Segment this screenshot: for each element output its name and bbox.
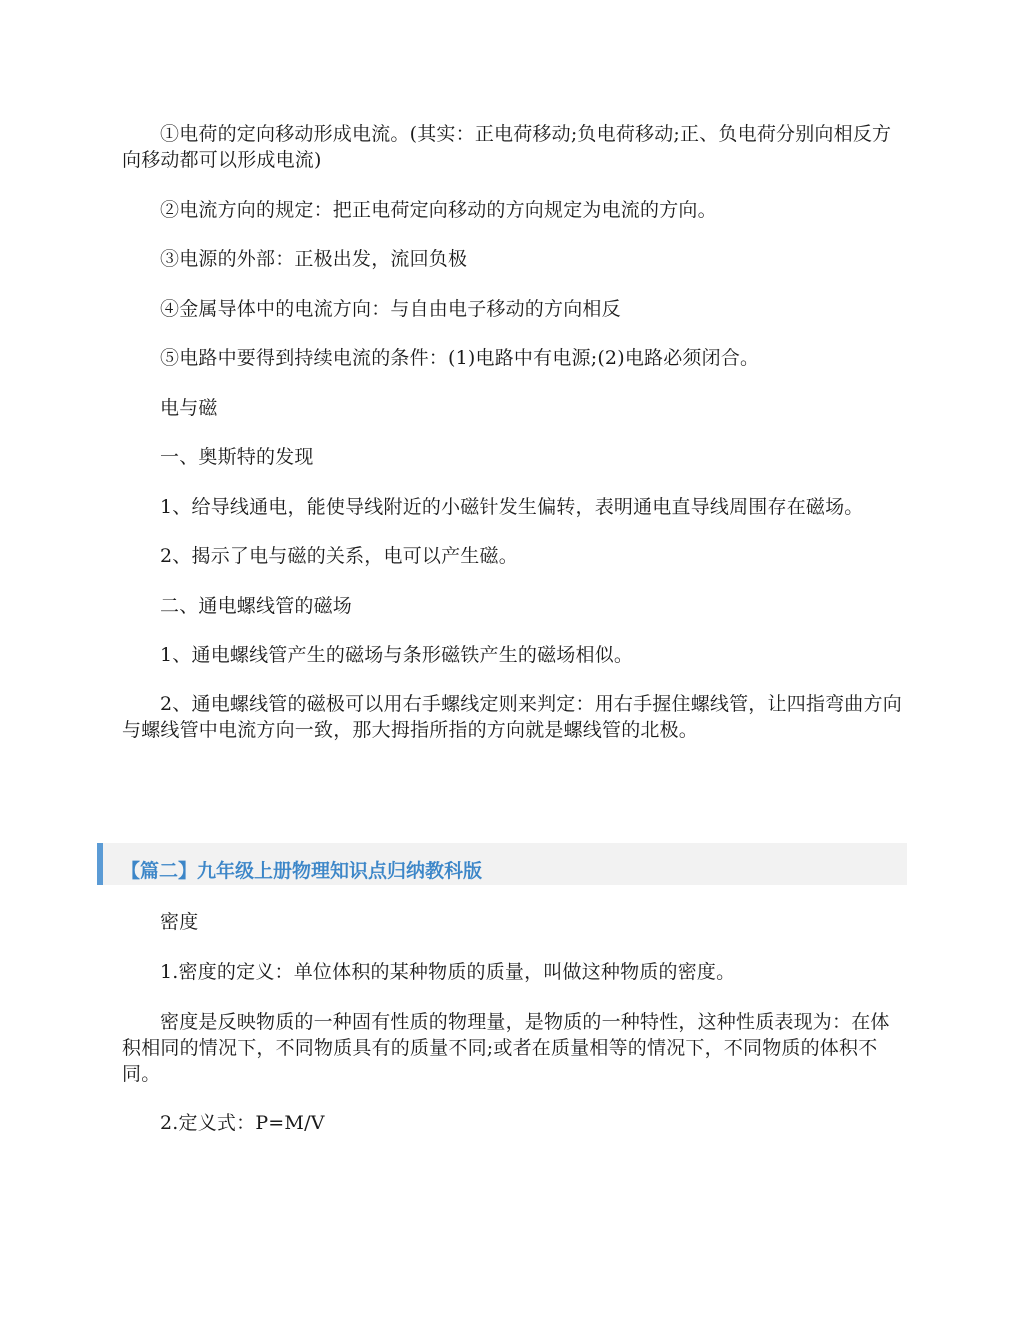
paragraph-oersted-1: 1、给导线通电，能使导线附近的小磁针发生偏转，表明通电直导线周围存在磁场。 [160,496,864,518]
paragraph-oersted-2: 2、揭示了电与磁的关系，电可以产生磁。 [160,545,518,567]
paragraph-density-formula: 2.定义式：P=M/V [160,1112,325,1134]
subheading-density: 密度 [160,911,199,933]
paragraph-power-external: ③电源的外部：正极出发，流回负极 [160,248,468,270]
paragraph-solenoid-2: 2、通电螺线管的磁极可以用右手螺线定则来判定：用右手握住螺线管，让四指弯曲方向与螺线管中电流方向一致，那大拇指所指的方向就是螺线管的北极。 [122,693,902,741]
paragraph-continuous-current: ⑤电路中要得到持续电流的条件：(1)电路中有电源;(2)电路必须闭合。 [160,347,760,369]
paragraph-solenoid-1: 1、通电螺线管产生的磁场与条形磁铁产生的磁场相似。 [160,644,634,666]
paragraph-current-direction: ②电流方向的规定：把正电荷定向移动的方向规定为电流的方向。 [160,199,717,221]
subheading-electricity-magnetism: 电与磁 [160,397,218,419]
paragraph-metal-conductor: ④金属导体中的电流方向：与自由电子移动的方向相反 [160,298,621,320]
paragraph-density-definition: 1.密度的定义：单位体积的某种物质的质量，叫做这种物质的密度。 [160,961,736,983]
paragraph-density-property: 密度是反映物质的一种固有性质的物理量，是物质的一种特性，这种性质表现为：在体积相同的情况下，不同物质具有的质量不同;或者在质量相等的情况下，不同物质的体积不同。 [122,1011,890,1085]
subheading-oersted: 一、奥斯特的发现 [160,446,314,468]
section-heading-bar [97,843,907,885]
paragraph-current-formation: ①电荷的定向移动形成电流。(其实：正电荷移动;负电荷移动;正、负电荷分别向相反方向移动都可以形成电流) [122,123,892,171]
subheading-solenoid: 二、通电螺线管的磁场 [160,595,353,617]
section-heading-title: 【篇二】九年级上册物理知识点归纳教科版 [121,860,483,882]
